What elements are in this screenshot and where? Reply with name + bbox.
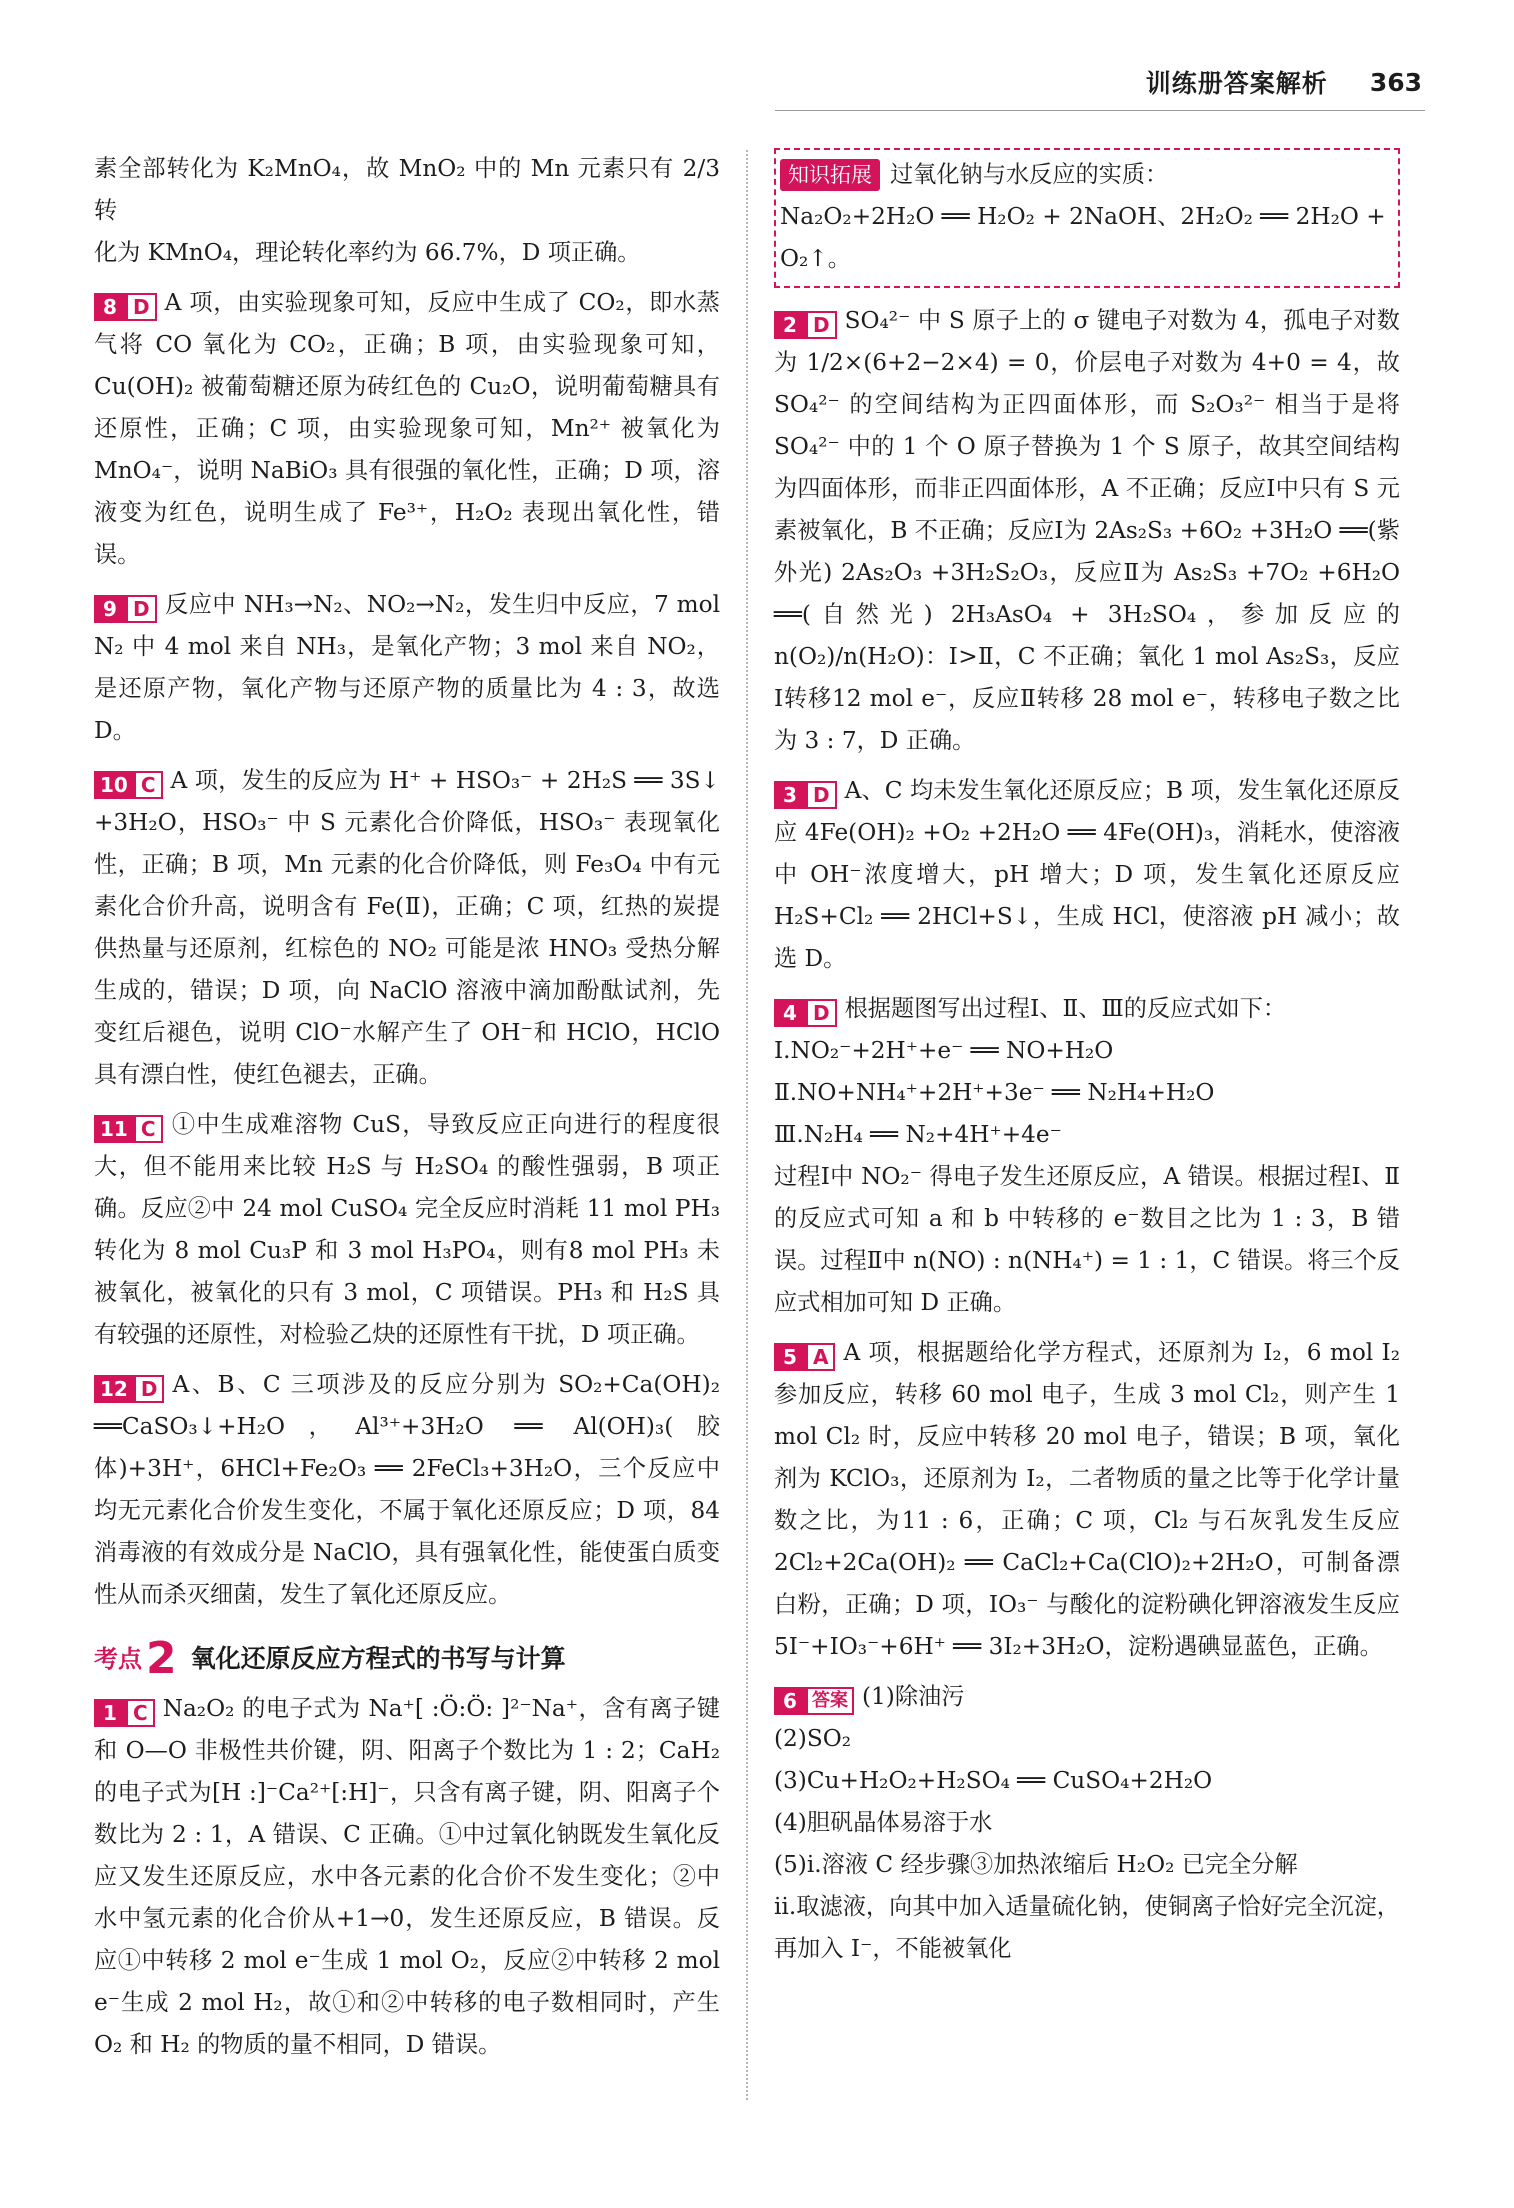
section-label: 考点	[94, 1645, 142, 1673]
explanation-text: A 项，根据题给化学方程式，还原剂为 I₂，6 mol I₂ 参加反应，转移 60 mol 电子，生成 3 mol Cl₂，则产生 1 mol Cl₂ 时，反应中转移 20 mol 电子，错误；B 项，氧化剂为 KClO₃，还原剂为 I₂，二者物质的量之比等于化学计量数之比，为11 : 6，正确；C 项，Cl₂ 与石灰乳发生反应 2Cl₂+2Ca(OH)₂ ══ CaCl₂+Ca(ClO)₂+2H₂O，可制备漂白粉，正确；D 项，IO₃⁻ 与酸化的淀粉碘化钾溶液发生反应 5I⁻+IO₃⁻+6H⁺ ══ 3I₂+3H₂O，淀粉遇碘显蓝色，正确。	[774, 1339, 1400, 1660]
answer-tag	[774, 781, 837, 809]
answer-tag	[94, 1375, 164, 1403]
answer-tag	[94, 595, 157, 623]
answer-line: (5)ⅰ.溶液 C 经步骤③加热浓缩后 H₂O₂ 已完全分解	[774, 1851, 1298, 1878]
section-number: 2	[146, 1633, 177, 1684]
explanation-text: A、B、C 三项涉及的反应分别为 SO₂+Ca(OH)₂ ══CaSO₃↓+H₂O，Al³⁺+3H₂O ══ Al(OH)₃(胶体)+3H⁺，6HCl+Fe₂O₃ ══ 2FeCl₃+3H₂O，三个反应中均无元素化合价发生变化，不属于氧化还原反应；D 项，84 消毒液的有效成分是 NaClO，具有强氧化性，能使蛋白质变性从而杀灭细菌，发生了氧化还原反应。	[94, 1371, 720, 1608]
question-number: 6	[774, 1687, 806, 1715]
header-rule	[775, 110, 1425, 111]
answer-item-9	[94, 584, 720, 752]
answer-item-8	[94, 282, 720, 576]
left-column	[94, 148, 720, 2066]
explanation-text: ①中生成难溶物 CuS，导致反应正向进行的程度很大，但不能用来比较 H₂S 与 H₂SO₄ 的酸性强弱，B 项正确。反应②中 24 mol CuSO₄ 完全反应时消耗 11 mol PH₃ 转化为 8 mol Cu₃P 和 3 mol H₃PO₄，则有8 mol PH₃ 未被氧化，被氧化的只有 3 mol，C 项错误。PH₃ 和 H₂S 具有较强的还原性，对检验乙炔的还原性有干扰，D 项正确。	[94, 1111, 720, 1348]
answer-item-s2-4	[774, 988, 1400, 1324]
section-title: 氧化还原反应方程式的书写与计算	[190, 1644, 566, 1673]
question-number: 10	[94, 771, 134, 799]
answer-tag	[94, 1115, 163, 1143]
running-title: 训练册答案解析	[1145, 69, 1328, 98]
answer-item-s2-3	[774, 770, 1400, 980]
question-number: 11	[94, 1115, 134, 1143]
knowledge-box	[774, 148, 1400, 288]
explanation-text: Na₂O₂ 的电子式为 Na⁺[ :Ö:Ö: ]²⁻Na⁺，含有离子键和 O—O 非极性共价键，阴、阳离子个数比为 1 : 2；CaH₂ 的电子式为[H :]⁻Ca²⁺[:H]⁻，只含有离子键，阴、阳离子个数比为 2 : 1，A 错误、C 正确。①中过氧化钠既发生氧化反应又发生还原反应，水中各元素的化合价不发生变化；②中水中氢元素的化合价从+1→0，发生还原反应，B 错误。反应①中转移 2 mol e⁻生成 1 mol O₂，反应②中转移 2 mol e⁻生成 2 mol H₂，故①和②中转移的电子数相同时，产生 O₂ 和 H₂ 的物质的量不相同，D 错误。	[94, 1695, 720, 2058]
answer-letter: D	[806, 999, 837, 1027]
answer-letter: C	[134, 1115, 163, 1143]
answer-tag	[774, 1687, 854, 1715]
knowledge-line: O₂↑。	[780, 245, 851, 272]
question-number: 2	[774, 311, 806, 339]
explanation-text: 过程Ⅰ中 NO₂⁻ 得电子发生还原反应，A 错误。根据过程Ⅰ、Ⅱ的反应式可知 a 和 b 中转移的 e⁻数目之比为 1 : 3，B 错误。过程Ⅱ中 n(NO) : n(NH₄⁺) = 1 : 1，C 错误。将三个反应式相加可知 D 正确。	[774, 1163, 1400, 1316]
question-number: 12	[94, 1375, 134, 1403]
answer-line: (2)SO₂	[774, 1725, 852, 1752]
explanation-text: A 项，发生的反应为 H⁺ + HSO₃⁻ + 2H₂S ══ 3S↓ +3H₂O，HSO₃⁻ 中 S 元素化合价降低，HSO₃⁻ 表现氧化性，正确；B 项，Mn 元素的化合价降低，则 Fe₃O₄ 中有元素化合价升高，说明含有 Fe(Ⅱ)，正确；C 项，红热的炭提供热量与还原剂，红棕色的 NO₂ 可能是浓 HNO₃ 受热分解生成的，错误；D 项，向 NaClO 溶液中滴加酚酞试剂，先变红后褪色，说明 ClO⁻水解产生了 OH⁻和 HClO，HClO 具有漂白性，使红色褪去，正确。	[94, 767, 720, 1088]
answer-item-10	[94, 760, 720, 1096]
answer-tag	[774, 999, 837, 1027]
equation-line: Ⅱ.NO+NH₄⁺+2H⁺+3e⁻ ══ N₂H₄+H₂O	[774, 1079, 1215, 1106]
answer-label: 答案	[806, 1687, 854, 1715]
answer-line: (4)胆矾晶体易溶于水	[774, 1809, 993, 1836]
explanation-text: 根据题图写出过程Ⅰ、Ⅱ、Ⅲ的反应式如下：	[844, 995, 1287, 1022]
explanation-text: A、C 均未发生氧化还原反应；B 项，发生氧化还原反应 4Fe(OH)₂ +O₂ +2H₂O ══ 4Fe(OH)₃，消耗水，使溶液中 OH⁻浓度增大，pH 增大；D 项，发生氧化还原反应 H₂S+Cl₂ ══ 2HCl+S↓，生成 HCl，使溶液 pH 减小；故选 D。	[774, 777, 1400, 972]
answer-tag	[94, 1699, 155, 1727]
question-number: 3	[774, 781, 806, 809]
answer-item-12	[94, 1364, 720, 1616]
answer-item-11	[94, 1104, 720, 1356]
column-divider	[746, 150, 748, 2100]
continued-line: 化为 KMnO₄，理论转化率约为 66.7%，D 项正确。	[94, 239, 641, 266]
explanation-text: A 项，由实验现象可知，反应中生成了 CO₂，即水蒸气将 CO 氧化为 CO₂，正确；B 项，由实验现象可知，Cu(OH)₂ 被葡萄糖还原为砖红色的 Cu₂O，说明葡萄糖具有还原性，正确；C 项，由实验现象可知，Mn²⁺ 被氧化为 MnO₄⁻，说明 NaBiO₃ 具有很强的氧化性，正确；D 项，溶液变为红色，说明生成了 Fe³⁺，H₂O₂ 表现出氧化性，错误。	[94, 289, 720, 568]
knowledge-line: 过氧化钠与水反应的实质：	[890, 161, 1169, 188]
equation-line: Ⅲ.N₂H₄ ══ N₂+4H⁺+4e⁻	[774, 1121, 1062, 1148]
question-number: 9	[94, 595, 126, 623]
answer-item-s2-2	[774, 300, 1400, 762]
answer-tag	[94, 293, 157, 321]
answer-line: ⅱ.取滤液，向其中加入适量硫化钠，使铜离子恰好完全沉淀，再加入 I⁻，不能被氧化	[774, 1893, 1400, 1962]
explanation-text: 反应中 NH₃→N₂、NO₂→N₂，发生归中反应，7 mol N₂ 中 4 mol 来自 NH₃，是氧化产物；3 mol 来自 NO₂，是还原产物，氧化产物与还原产物的质量比为 4 : 3，故选 D。	[94, 591, 720, 744]
answer-tag	[774, 1343, 835, 1371]
answer-item-s2-6	[774, 1676, 1400, 1970]
section-heading	[94, 1633, 720, 1684]
right-column	[774, 148, 1400, 1970]
page-header	[1146, 64, 1422, 100]
explanation-text: (1)除油污	[862, 1683, 965, 1710]
question-number: 4	[774, 999, 806, 1027]
explanation-text: SO₄²⁻ 中 S 原子上的 σ 键电子对数为 4，孤电子对数为 1/2×(6+2−2×4) = 0，价层电子对数为 4+0 = 4，故 SO₄²⁻ 的空间结构为正四面体形，而 S₂O₃²⁻ 相当于是将 SO₄²⁻ 中的 1 个 O 原子替换为 1 个 S 原子，故其空间结构为四面体形，而非正四面体形，A 不正确；反应Ⅰ中只有 S 元素被氧化，B 不正确；反应Ⅰ为 2As₂S₃ +6O₂ +3H₂O ══(紫外光) 2As₂O₃ +3H₂S₂O₃，反应Ⅱ为 As₂S₃ +7O₂ +6H₂O ══(自然光) 2H₃AsO₄ + 3H₂SO₄，参加反应的 n(O₂)/n(H₂O)：Ⅰ>Ⅱ，C 不正确；氧化 1 mol As₂S₃，反应Ⅰ转移12 mol e⁻，反应Ⅱ转移 28 mol e⁻，转移电子数之比为 3 : 7，D 正确。	[774, 307, 1400, 754]
knowledge-line: Na₂O₂+2H₂O ══ H₂O₂ + 2NaOH、2H₂O₂ ══ 2H₂O +	[780, 203, 1386, 230]
answer-letter: D	[126, 293, 157, 321]
answer-item-s2-1	[94, 1688, 720, 2066]
equation-line: Ⅰ.NO₂⁻+2H⁺+e⁻ ══ NO+H₂O	[774, 1037, 1114, 1064]
answer-letter: C	[134, 771, 163, 799]
question-number: 1	[94, 1699, 126, 1727]
knowledge-label: 知识拓展	[780, 159, 880, 191]
page-number: 363	[1369, 67, 1422, 97]
answer-tag	[774, 311, 837, 339]
answer-tag	[94, 771, 163, 799]
answer-letter: C	[126, 1699, 155, 1727]
question-number: 8	[94, 293, 126, 321]
answer-item-s2-5	[774, 1332, 1400, 1668]
answer-letter: D	[134, 1375, 165, 1403]
answer-letter: D	[806, 781, 837, 809]
answer-letter: A	[806, 1343, 835, 1371]
answer-line: (3)Cu+H₂O₂+H₂SO₄ ══ CuSO₄+2H₂O	[774, 1767, 1213, 1794]
answer-letter: D	[806, 311, 837, 339]
continued-line: 素全部转化为 K₂MnO₄，故 MnO₂ 中的 Mn 元素只有 2/3 转	[94, 155, 720, 224]
question-number: 5	[774, 1343, 806, 1371]
answer-letter: D	[126, 595, 157, 623]
